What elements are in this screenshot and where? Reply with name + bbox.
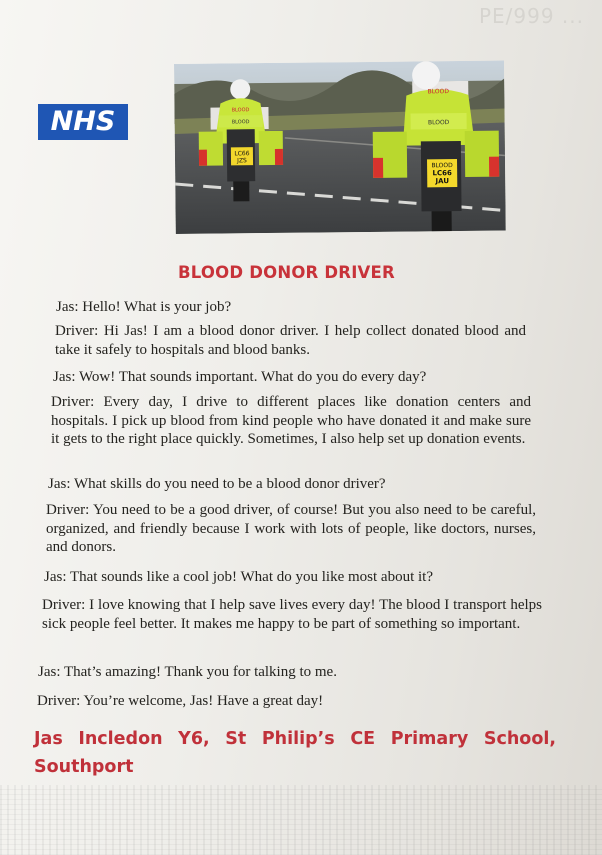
dialogue-line: Driver: Every day, I drive to different places like donation centers and hospitals. I pick up blood from kind people who have donated it and make sure it gets to the right place quickly. Sometimes, I also help set up donation events. bbox=[51, 394, 531, 447]
nhs-logo: NHS bbox=[38, 104, 128, 140]
dialogue-line: Jas: That’s amazing! Thank you for talking to me. bbox=[38, 664, 337, 680]
author-credit: Jas Incledon Y6, St Philip’s CE Primary School, Southport bbox=[34, 729, 556, 777]
left-plate-line2: JZS bbox=[237, 157, 247, 165]
left-box-label: BLOOD bbox=[231, 107, 250, 114]
right-plate-line3: JAU bbox=[435, 177, 450, 186]
dialogue-line: Jas: Wow! That sounds important. What do you do every day? bbox=[53, 369, 427, 385]
dialogue-line: Driver: You’re welcome, Jas! Have a great day! bbox=[37, 693, 324, 709]
dialogue-line: Jas: What skills do you need to be a blood donor driver? bbox=[48, 476, 386, 492]
right-plate-line1: BLOOD bbox=[431, 162, 453, 170]
left-plate-line1: LC66 bbox=[234, 150, 250, 158]
left-pannier-label: BLOOD bbox=[231, 119, 250, 126]
article-title: BLOOD DONOR DRIVER bbox=[178, 263, 395, 282]
dialogue-line: Jas: Hello! What is your job? bbox=[56, 299, 232, 315]
right-pannier-label: BLOOD bbox=[427, 119, 450, 127]
right-plate-line2: LC66 bbox=[432, 169, 452, 178]
right-box-label: BLOOD bbox=[427, 88, 449, 96]
corner-pencil-mark: PE/999 ... bbox=[478, 4, 584, 28]
scanner-artifact-band bbox=[0, 785, 602, 855]
dialogue-line: Driver: I love knowing that I help save lives every day! The blood I transport helps sick people feel better. It makes me happy to be part of something so important. bbox=[42, 597, 542, 632]
dialogue-line: Driver: You need to be a good driver, of course! But you also need to be careful, organized, and friendly because I work with lots of people, like doctors, nurses, and donors. bbox=[46, 502, 536, 555]
dialogue-line: Jas: That sounds like a cool job! What do you like most about it? bbox=[44, 569, 433, 585]
dialogue-line: Driver: Hi Jas! I am a blood donor driver. I help collect donated blood and take it safely to hospitals and blood banks. bbox=[55, 323, 526, 358]
